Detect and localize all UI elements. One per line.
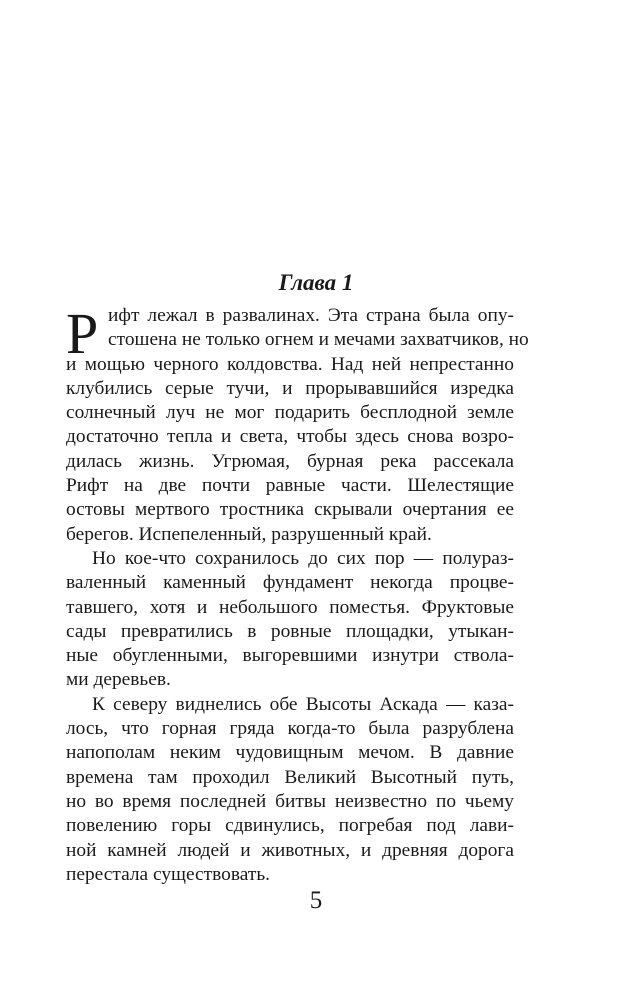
- text-line: времена там проходил Великий Высотный путь,: [66, 766, 514, 788]
- text-line: Рифт на две почти равные части. Шелестящие: [66, 475, 514, 497]
- drop-cap: Р: [66, 301, 99, 366]
- text-line: берегов. Испепеленный, разрушенный край.: [66, 523, 432, 545]
- text-line: ифт лежал в развалинах. Эта страна была опу-: [108, 305, 514, 326]
- text-line: остовы мертвого тростника скрывали очертания ее: [66, 499, 514, 521]
- page-number: 5: [309, 887, 323, 914]
- text-line: сады превратились в ровные площадки, утыкан-: [66, 620, 514, 642]
- text-line: валенный каменный фундамент некогда процве-: [66, 572, 514, 594]
- text-line: повелению горы сдвинулись, погребая под лави-: [66, 815, 514, 837]
- text-line: дилась жизнь. Угрюмая, бурная река рассекала: [66, 450, 514, 472]
- text-line: напополам неким чудовищным мечом. В давние: [66, 742, 514, 764]
- text-line: клубились серые тучи, и прорывавшийся изредка: [66, 377, 514, 399]
- paragraph-3: [66, 693, 514, 887]
- paragraph-2: [66, 547, 514, 693]
- text-line: тавшего, хотя и небольшого поместья. Фруктовые: [66, 596, 514, 618]
- text-line: К северу виднелись обе Высоты Аскада — каза-: [92, 693, 514, 715]
- text-line: Но кое-что сохранилось до сих пор — полураз-: [92, 547, 514, 569]
- body-text: [66, 301, 529, 887]
- paragraph-1: [66, 301, 529, 547]
- text-line: стошена не только огнем и мечами захватчиков, но: [108, 329, 529, 351]
- text-line: ной камней людей и животных, и древняя дорога: [66, 839, 514, 861]
- text-line: перестала существовать.: [66, 863, 271, 885]
- text-line: солнечный луч не мог подарить бесплодной земле: [66, 402, 514, 424]
- text-line: но во время последней битвы неизвестно по чьему: [66, 790, 514, 812]
- text-line: достаточно тепла и света, чтобы здесь снова возро-: [66, 426, 514, 448]
- text-line: лось, что горная гряда когда-то была разрублена: [66, 718, 514, 740]
- text-line: ми деревьев.: [66, 669, 171, 691]
- text-line: ные обугленными, выгоревшими изнутри ствола-: [66, 645, 514, 667]
- chapter-title: Глава 1: [278, 270, 354, 295]
- text-line: и мощью черного колдовства. Над ней непрестанно: [66, 353, 514, 375]
